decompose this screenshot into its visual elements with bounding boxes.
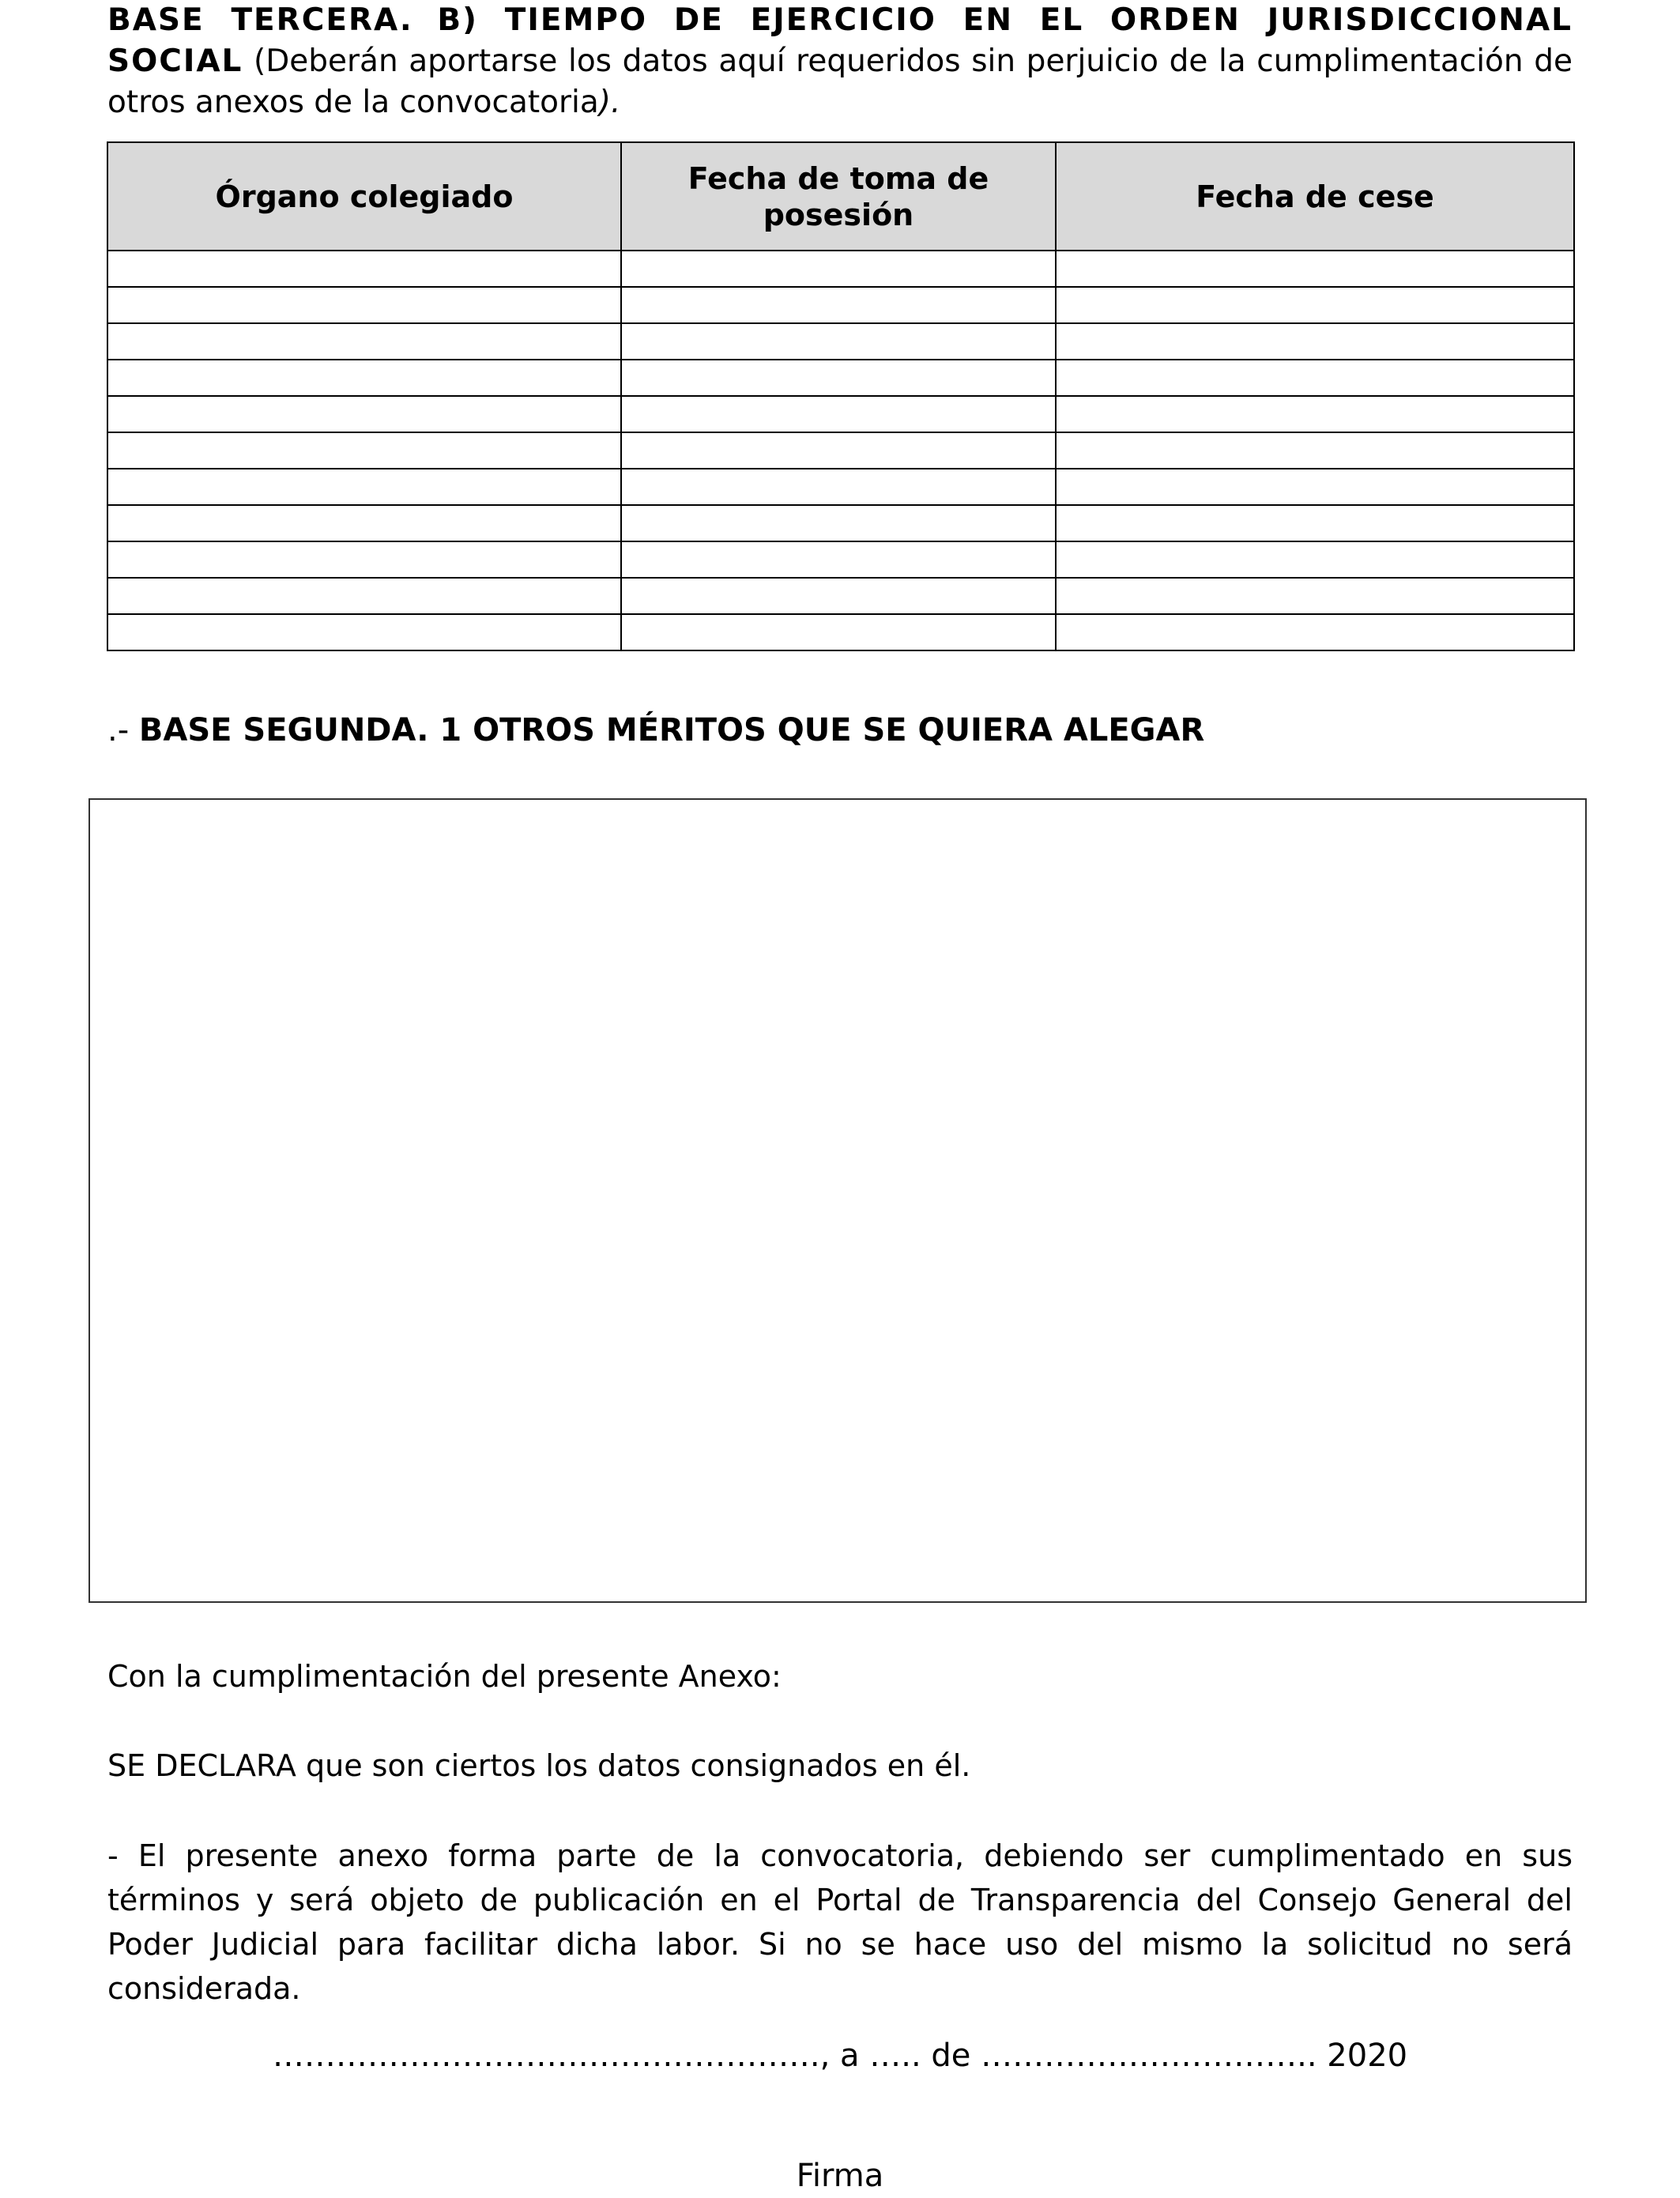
posesion-date-cell[interactable] bbox=[621, 251, 1056, 287]
table-row bbox=[107, 432, 1574, 469]
posesion-date-cell[interactable] bbox=[621, 287, 1056, 323]
table-row bbox=[107, 287, 1574, 323]
cese-date-cell[interactable] bbox=[1056, 432, 1574, 469]
organo-cell[interactable] bbox=[107, 360, 621, 396]
merits-heading-title: BASE SEGUNDA. 1 OTROS MÉRITOS QUE SE QUIERA ALEGAR bbox=[138, 712, 1205, 748]
signature-label: Firma bbox=[796, 2158, 884, 2194]
table-row bbox=[107, 578, 1574, 614]
posesion-date-cell[interactable] bbox=[621, 541, 1056, 578]
declaration-notice: - El presente anexo forma parte de la convocatoria, debiendo ser cumplimentado en sus términos y será objeto de publicación en el Portal de Transparencia del Consejo General del Poder Judicial para facilitar dicha labor. Si no se hace uso del mismo la solicitud no será considerada. bbox=[107, 1838, 1573, 2006]
table-row bbox=[107, 323, 1574, 360]
posesion-date-cell[interactable] bbox=[621, 432, 1056, 469]
merits-heading-prefix: .- bbox=[107, 712, 139, 748]
cese-date-cell[interactable] bbox=[1056, 614, 1574, 650]
cese-date-cell[interactable] bbox=[1056, 541, 1574, 578]
cese-date-cell[interactable] bbox=[1056, 287, 1574, 323]
posesion-date-cell[interactable] bbox=[621, 469, 1056, 505]
header-fecha-cese: Fecha de cese bbox=[1056, 142, 1574, 251]
merits-text-box[interactable] bbox=[89, 798, 1587, 1603]
section-b-note: Deberán aportarse los datos aquí requeridos sin perjuicio de la cumplimentación de otros anexos de la convocatoria bbox=[107, 43, 1573, 120]
table-row bbox=[107, 541, 1574, 578]
table-row bbox=[107, 505, 1574, 541]
section-b-title: B) TIEMPO DE EJERCICIO EN EL ORDEN JURISDICCIONAL SOCIAL bbox=[107, 2, 1573, 79]
declaration-intro: Con la cumplimentación del presente Anexo: bbox=[107, 1659, 782, 1694]
organo-cell[interactable] bbox=[107, 578, 621, 614]
table-row bbox=[107, 360, 1574, 396]
table-row bbox=[107, 614, 1574, 650]
date-year: 2020 bbox=[1317, 2038, 1408, 2074]
cese-date-cell[interactable] bbox=[1056, 578, 1574, 614]
date-separator-a: , a bbox=[819, 2038, 870, 2074]
merits-heading bbox=[107, 710, 1204, 751]
cese-date-cell[interactable] bbox=[1056, 323, 1574, 360]
posesion-date-cell[interactable] bbox=[621, 614, 1056, 650]
posesion-date-cell[interactable] bbox=[621, 505, 1056, 541]
organo-cell[interactable] bbox=[107, 287, 621, 323]
date-place-field[interactable]: ……………………………………………. bbox=[272, 2038, 820, 2074]
cese-date-cell[interactable] bbox=[1056, 360, 1574, 396]
section-b-note-close: ). bbox=[598, 85, 621, 120]
tenure-table bbox=[107, 141, 1575, 651]
tenure-table-header-row bbox=[107, 142, 1574, 251]
organo-cell[interactable] bbox=[107, 505, 621, 541]
date-separator-de: de bbox=[921, 2038, 981, 2074]
organo-cell[interactable] bbox=[107, 614, 621, 650]
table-row bbox=[107, 469, 1574, 505]
table-row bbox=[107, 251, 1574, 287]
organo-cell[interactable] bbox=[107, 541, 621, 578]
organo-cell[interactable] bbox=[107, 396, 621, 432]
posesion-date-cell[interactable] bbox=[621, 323, 1056, 360]
cese-date-cell[interactable] bbox=[1056, 396, 1574, 432]
date-line bbox=[0, 2034, 1680, 2078]
posesion-date-cell[interactable] bbox=[621, 578, 1056, 614]
organo-cell[interactable] bbox=[107, 251, 621, 287]
section-b-note-open: ( bbox=[254, 43, 266, 79]
posesion-date-cell[interactable] bbox=[621, 396, 1056, 432]
declaration-statement: SE DECLARA que son ciertos los datos consignados en él. bbox=[107, 1748, 971, 1783]
section-b-heading bbox=[107, 0, 1573, 123]
organo-cell[interactable] bbox=[107, 469, 621, 505]
organo-cell[interactable] bbox=[107, 323, 621, 360]
cese-date-cell[interactable] bbox=[1056, 505, 1574, 541]
posesion-date-cell[interactable] bbox=[621, 360, 1056, 396]
header-fecha-toma-posesion: Fecha de toma de posesión bbox=[621, 142, 1056, 251]
header-organo-colegiado: Órgano colegiado bbox=[107, 142, 621, 251]
table-row bbox=[107, 396, 1574, 432]
date-day-field[interactable]: ….. bbox=[869, 2038, 921, 2074]
cese-date-cell[interactable] bbox=[1056, 469, 1574, 505]
cese-date-cell[interactable] bbox=[1056, 251, 1574, 287]
date-month-field[interactable]: ………………………….. bbox=[981, 2038, 1317, 2074]
section-b-label: BASE TERCERA. bbox=[107, 2, 413, 38]
organo-cell[interactable] bbox=[107, 432, 621, 469]
